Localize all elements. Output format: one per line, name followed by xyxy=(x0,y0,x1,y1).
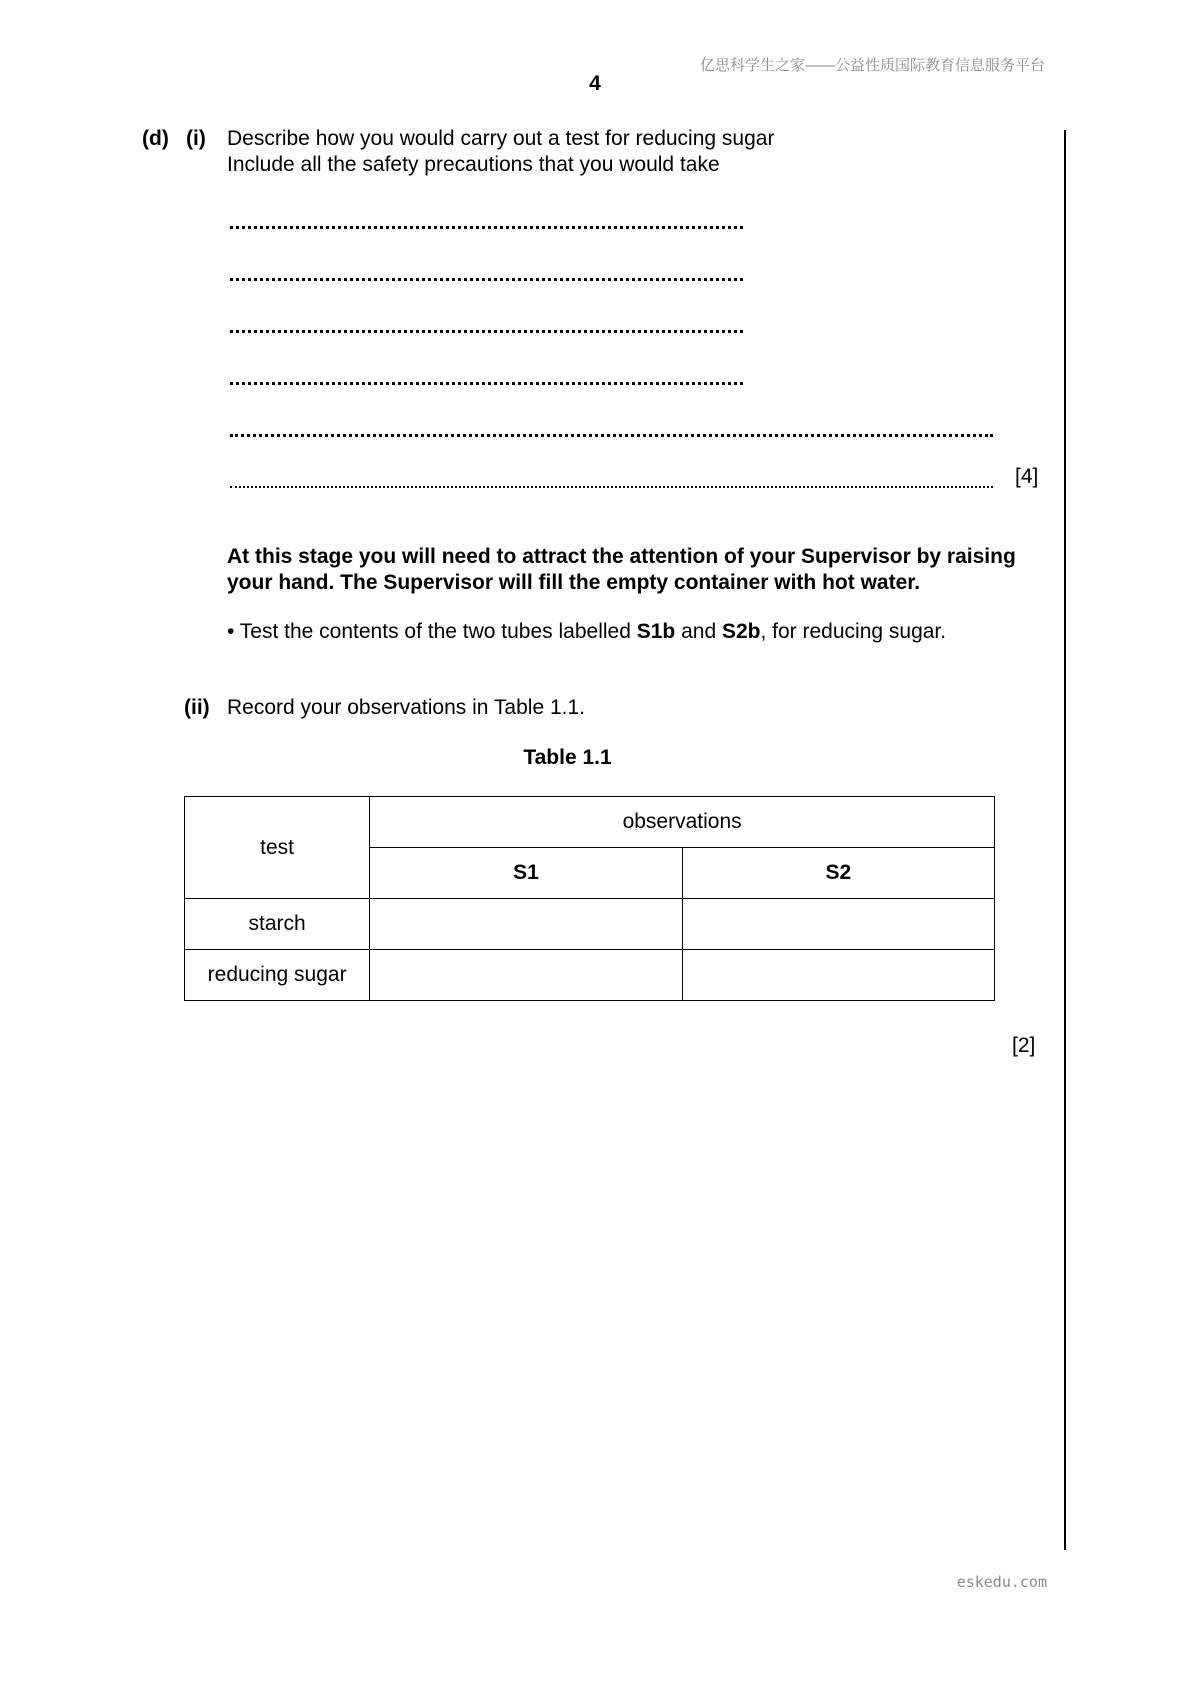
record-instruction: Record your observations in Table 1.1. xyxy=(227,696,585,719)
watermark-text: 亿思科学生之家——公益性质国际教育信息服务平台 xyxy=(699,57,1045,74)
supervisor-note: At this stage you will need to attract the attention of your Supervisor by raising your hand. The Supervisor will fill the empty container with hot water. xyxy=(227,545,1016,594)
table-row xyxy=(185,950,995,1001)
tube-label-s1b: S1b xyxy=(636,620,676,643)
cell-s2[interactable] xyxy=(682,899,994,950)
answer-line[interactable] xyxy=(230,434,993,437)
sub-part-i-label: (i) xyxy=(186,127,206,150)
header-test: test xyxy=(185,797,370,899)
question-text-line2: Include all the safety precautions that you would take xyxy=(227,153,720,176)
marks-label: [4] xyxy=(1015,465,1039,488)
part-label: (d) xyxy=(142,127,169,150)
table-title: Table 1.1 xyxy=(523,746,612,769)
test-instruction xyxy=(227,620,946,644)
cell-s1[interactable] xyxy=(370,950,682,1001)
cell-s1[interactable] xyxy=(370,899,682,950)
table-row xyxy=(185,899,995,950)
answer-line[interactable] xyxy=(230,382,743,385)
header-s1: S1 xyxy=(370,848,682,899)
sub-part-ii-label: (ii) xyxy=(184,696,210,719)
answer-line[interactable] xyxy=(230,278,743,281)
answer-line[interactable] xyxy=(230,226,743,229)
header-s2: S2 xyxy=(682,848,994,899)
answer-line[interactable] xyxy=(230,486,993,488)
row-test-name: starch xyxy=(185,899,370,950)
instruction-and: and xyxy=(675,620,722,643)
cell-s2[interactable] xyxy=(682,950,994,1001)
marks-label: [2] xyxy=(1012,1034,1036,1057)
header-observations: observations xyxy=(370,797,995,848)
instruction-suffix: , for reducing sugar. xyxy=(760,620,947,643)
instruction-prefix: • Test the contents of the two tubes labelled xyxy=(227,620,637,643)
margin-rule xyxy=(1064,130,1066,1550)
question-text-line1: Describe how you would carry out a test for reducing sugar xyxy=(227,127,775,150)
tube-label-s2b: S2b xyxy=(721,620,761,643)
row-test-name: reducing sugar xyxy=(185,950,370,1001)
observations-table xyxy=(184,796,995,1001)
answer-line[interactable] xyxy=(230,330,743,333)
page-number: 4 xyxy=(589,72,601,95)
footer-site: eskedu.com xyxy=(956,1573,1047,1591)
